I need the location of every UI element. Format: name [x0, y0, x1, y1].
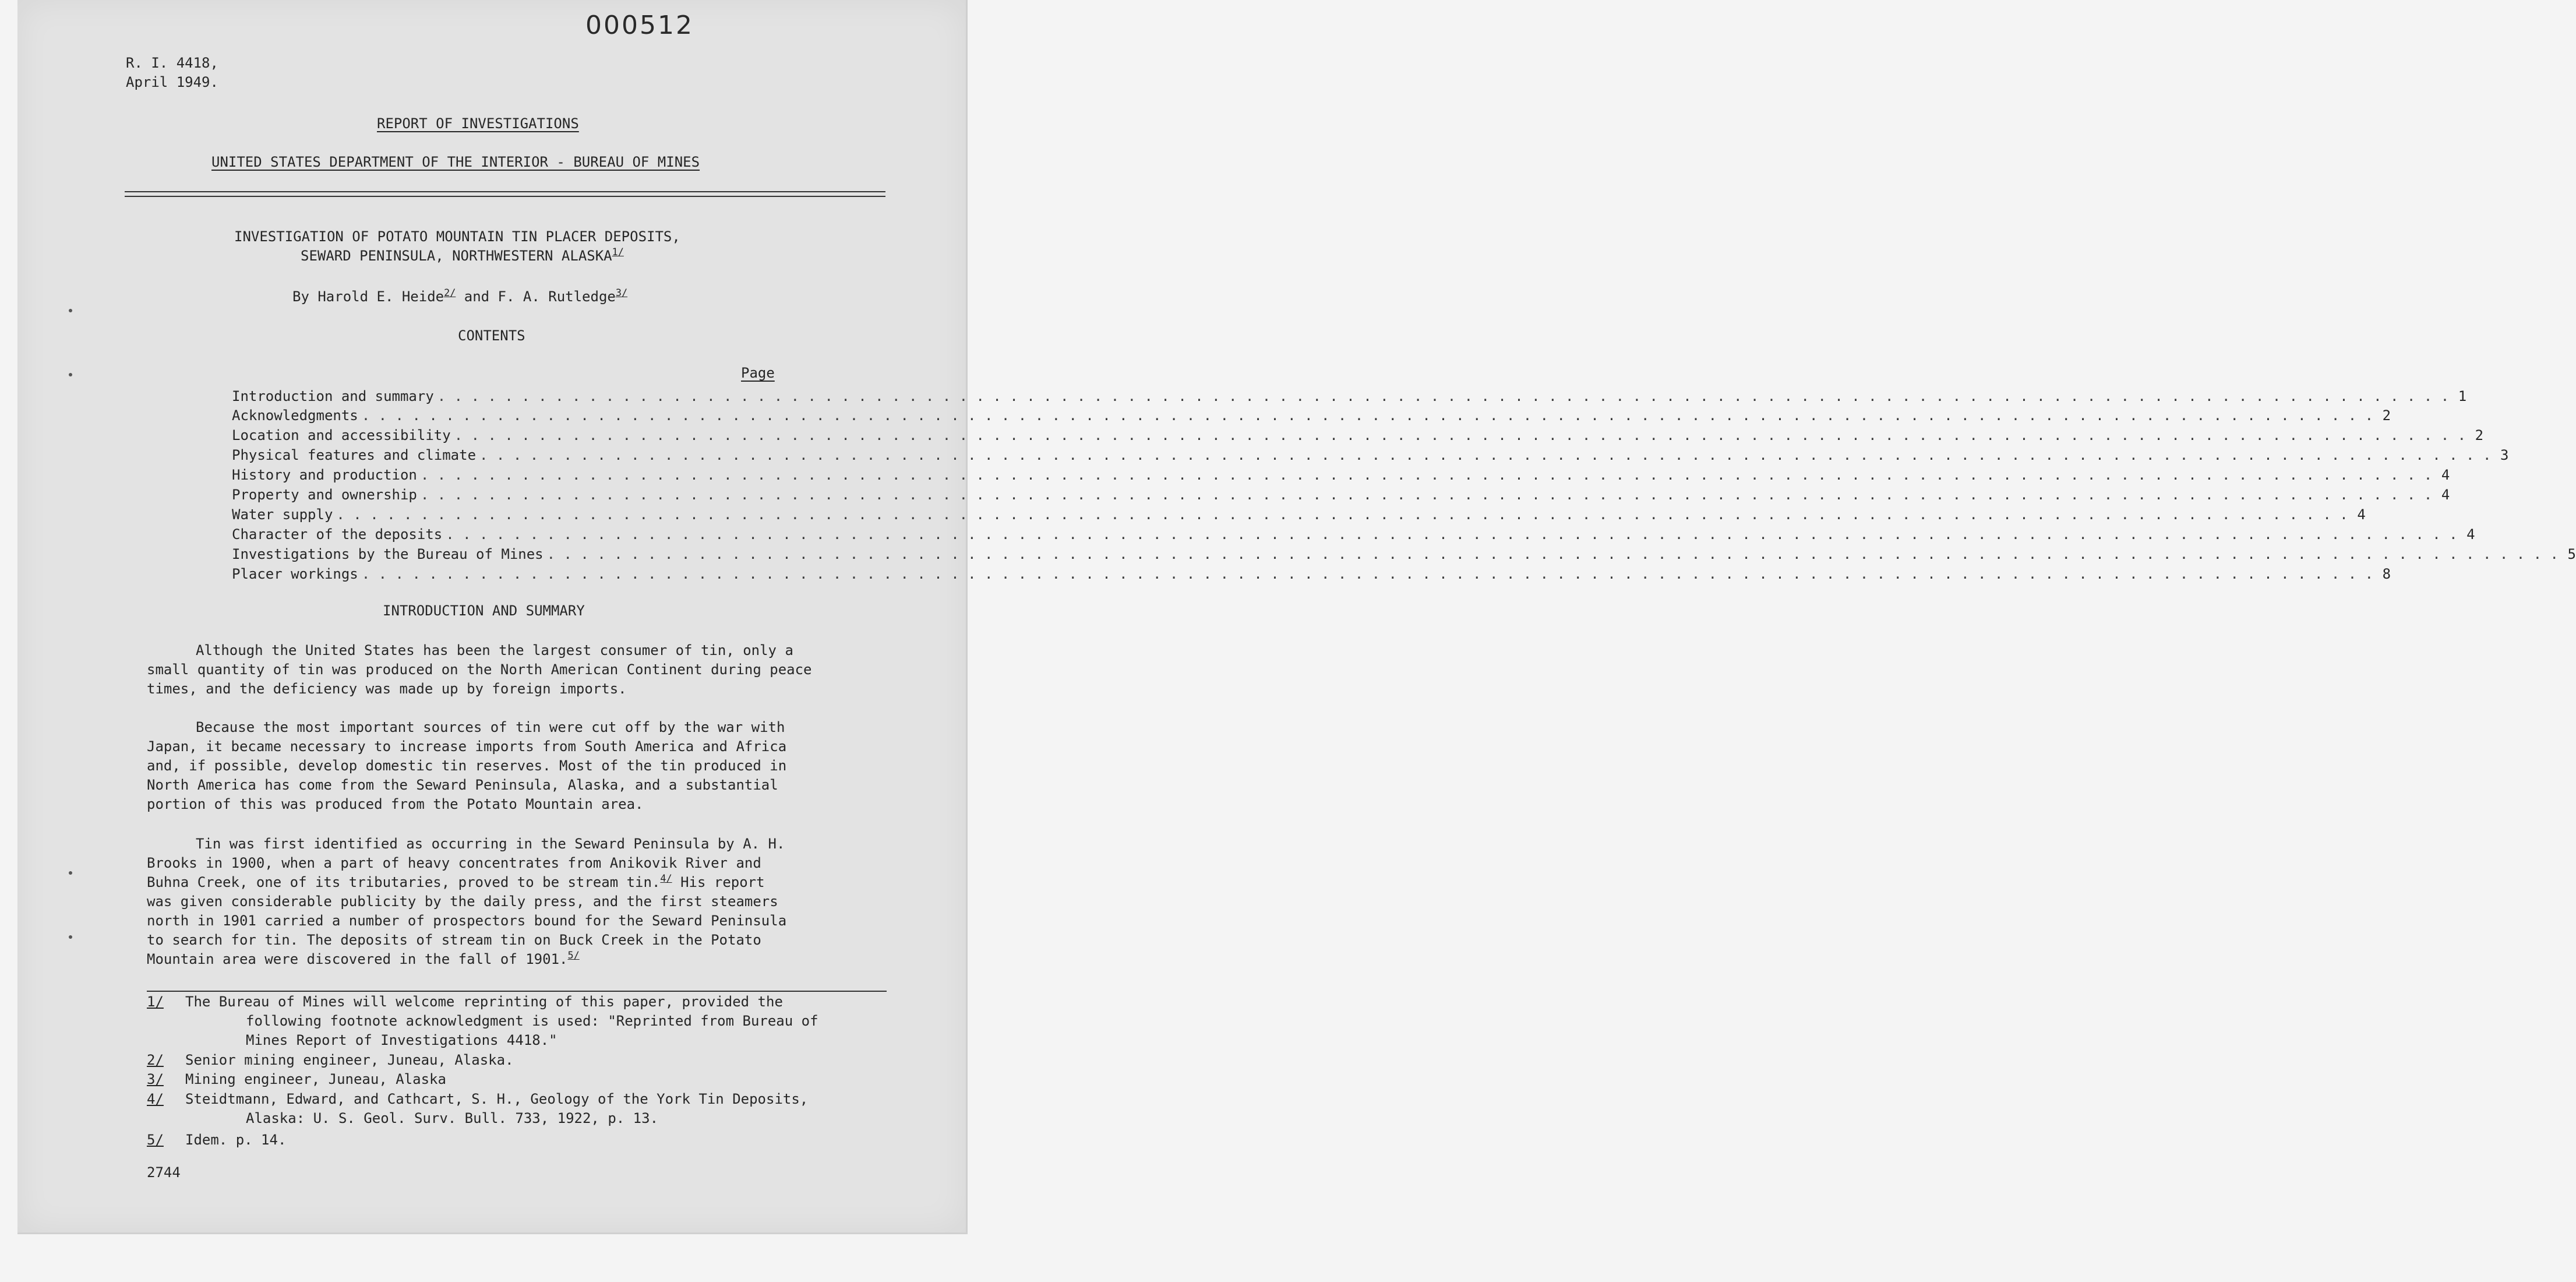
footnote-4-cont: Alaska: U. S. Geol. Surv. Bull. 733, 1922, p. 13.: [246, 1110, 659, 1126]
paragraph-2: Because the most important sources of tin were cut off by the war with Japan, it became necessary to increase imports from South America and Africa and, if possible, develop domestic tin reserves. Most of the tin produced in North America has come from the Seward Peninsula, Alaska, and a substantial portion of this was produced from the Potato Mountain area.: [147, 719, 787, 812]
paragraph-3: Tin was first identified as occurring in the Seward Peninsula by A. H. Brooks in 1900, when a part of heavy concentrates from Anikovik River and Buhna Creek, one of its tributaries, proved to be stream tin.$^{4/}$ His report was given considerable publicity by the daily press, and the first steamers north in 1901 carried a number of prospectors bound for the Seward Peninsula to search for tin. The deposits of stream tin on Buck Creek in the Potato Mountain area were discovered in the fall of 1901.$^{5/}$: [147, 836, 787, 967]
report-date: April 1949.: [126, 74, 218, 90]
toc-item: Introduction and summary . . . . . . . . . . . . . . . . . . . . . . . . . . . . . . . . . . . . . . . . . . . . . . . . . . . . . . . . . . . . . . . . . . . . . . . . . . . . . . . . . . . . . . . . . . . . . . . . . . . . . . . . . . . . . . . . . . . . . . . . 1: [232, 388, 2467, 404]
toc-item: Investigations by the Bureau of Mines . . . . . . . . . . . . . . . . . . . . . . . . . . . . . . . . . . . . . . . . . . . . . . . . . . . . . . . . . . . . . . . . . . . . . . . . . . . . . . . . . . . . . . . . . . . . . . . . . . . . . . . . . . . . . . . . . . . . . . . . 5: [232, 546, 2576, 562]
double-rule-bottom: [125, 196, 885, 197]
punch-hole-mark: [69, 871, 72, 875]
toc-item: History and production . . . . . . . . . . . . . . . . . . . . . . . . . . . . . . . . . . . . . . . . . . . . . . . . . . . . . . . . . . . . . . . . . . . . . . . . . . . . . . . . . . . . . . . . . . . . . . . . . . . . . . . . . . . . . . . . . . . . . . . . 4: [232, 467, 2450, 483]
document-page: [17, 0, 2576, 1234]
footnote-rule: [147, 991, 887, 992]
title-line-2: SEWARD PENINSULA, NORTHWESTERN ALASKA$^{1/}$: [301, 246, 624, 264]
footnote-2: 2/ Senior mining engineer, Juneau, Alaska.: [147, 1052, 514, 1068]
footnote-ref-5: 5/: [567, 949, 580, 961]
double-rule-top: [125, 191, 885, 192]
toc-item: Placer workings . . . . . . . . . . . . . . . . . . . . . . . . . . . . . . . . . . . . . . . . . . . . . . . . . . . . . . . . . . . . . . . . . . . . . . . . . . . . . . . . . . . . . . . . . . . . . . . . . . . . . . . . . . . . . . . . . . . . . . . . 8: [232, 566, 2391, 582]
title-line-1: INVESTIGATION OF POTATO MOUNTAIN TIN PLACER DEPOSITS,: [234, 228, 680, 245]
punch-hole-mark: [69, 935, 72, 939]
footnote-1: 1/ The Bureau of Mines will welcome reprinting of this paper, provided the: [147, 994, 783, 1010]
footnote-ref-2: 2/: [444, 287, 456, 298]
toc-item: Character of the deposits . . . . . . . . . . . . . . . . . . . . . . . . . . . . . . . . . . . . . . . . . . . . . . . . . . . . . . . . . . . . . . . . . . . . . . . . . . . . . . . . . . . . . . . . . . . . . . . . . . . . . . . . . . . . . . . . . . . . . . . . 4: [232, 526, 2475, 543]
footnote-ref-1: 1/: [612, 246, 624, 258]
punch-hole-mark: [69, 373, 72, 376]
toc-item: Acknowledgments . . . . . . . . . . . . . . . . . . . . . . . . . . . . . . . . . . . . . . . . . . . . . . . . . . . . . . . . . . . . . . . . . . . . . . . . . . . . . . . . . . . . . . . . . . . . . . . . . . . . . . . . . . . . . . . . . . . . . . . . 2: [232, 407, 2391, 424]
toc-item: Property and ownership . . . . . . . . . . . . . . . . . . . . . . . . . . . . . . . . . . . . . . . . . . . . . . . . . . . . . . . . . . . . . . . . . . . . . . . . . . . . . . . . . . . . . . . . . . . . . . . . . . . . . . . . . . . . . . . . . . . . . . . . 4: [232, 487, 2450, 503]
footnote-ref-4: 4/: [660, 872, 672, 884]
footnote-1-cont: Mines Report of Investigations 4418.": [246, 1032, 557, 1048]
footnote-3: 3/ Mining engineer, Juneau, Alaska: [147, 1071, 446, 1087]
footnote-ref-3: 3/: [615, 287, 628, 298]
stamp-number: 000512: [585, 10, 694, 40]
report-id: R. I. 4418,: [126, 55, 218, 71]
byline: By Harold E. Heide$^{2/}$ and F. A. Rutledge$^{3/}$: [292, 287, 628, 305]
toc-item: Location and accessibility . . . . . . . . . . . . . . . . . . . . . . . . . . . . . . . . . . . . . . . . . . . . . . . . . . . . . . . . . . . . . . . . . . . . . . . . . . . . . . . . . . . . . . . . . . . . . . . . . . . . . . . . . . . . . . . . . . . . . . . . 2: [232, 427, 2484, 443]
paragraph-1: Although the United States has been the largest consumer of tin, only a small quantity of tin was produced on the North American Continent during peace times, and the deficiency was made up by foreign imports.: [147, 642, 812, 697]
page-footer-number: 2744: [147, 1164, 181, 1181]
contents-page-label: Page: [741, 365, 775, 381]
section-heading: INTRODUCTION AND SUMMARY: [383, 603, 585, 619]
toc-item: Water supply . . . . . . . . . . . . . . . . . . . . . . . . . . . . . . . . . . . . . . . . . . . . . . . . . . . . . . . . . . . . . . . . . . . . . . . . . . . . . . . . . . . . . . . . . . . . . . . . . . . . . . . . . . . . . . . . . . . . . . . . 4: [232, 506, 2366, 523]
toc-item: Physical features and climate . . . . . . . . . . . . . . . . . . . . . . . . . . . . . . . . . . . . . . . . . . . . . . . . . . . . . . . . . . . . . . . . . . . . . . . . . . . . . . . . . . . . . . . . . . . . . . . . . . . . . . . . . . . . . . . . . . . . . . . . 3: [232, 447, 2509, 463]
contents-heading: CONTENTS: [458, 327, 525, 344]
department-heading: UNITED STATES DEPARTMENT OF THE INTERIOR - BUREAU OF MINES: [211, 154, 700, 170]
footnote-5: 5/ Idem. p. 14.: [147, 1132, 287, 1148]
footnote-4: 4/ Steidtmann, Edward, and Cathcart, S. H., Geology of the York Tin Deposits,: [147, 1091, 809, 1107]
series-heading: REPORT OF INVESTIGATIONS: [377, 115, 579, 132]
footnote-1-cont: following footnote acknowledgment is used: "Reprinted from Bureau of: [246, 1013, 818, 1029]
punch-hole-mark: [69, 309, 72, 312]
